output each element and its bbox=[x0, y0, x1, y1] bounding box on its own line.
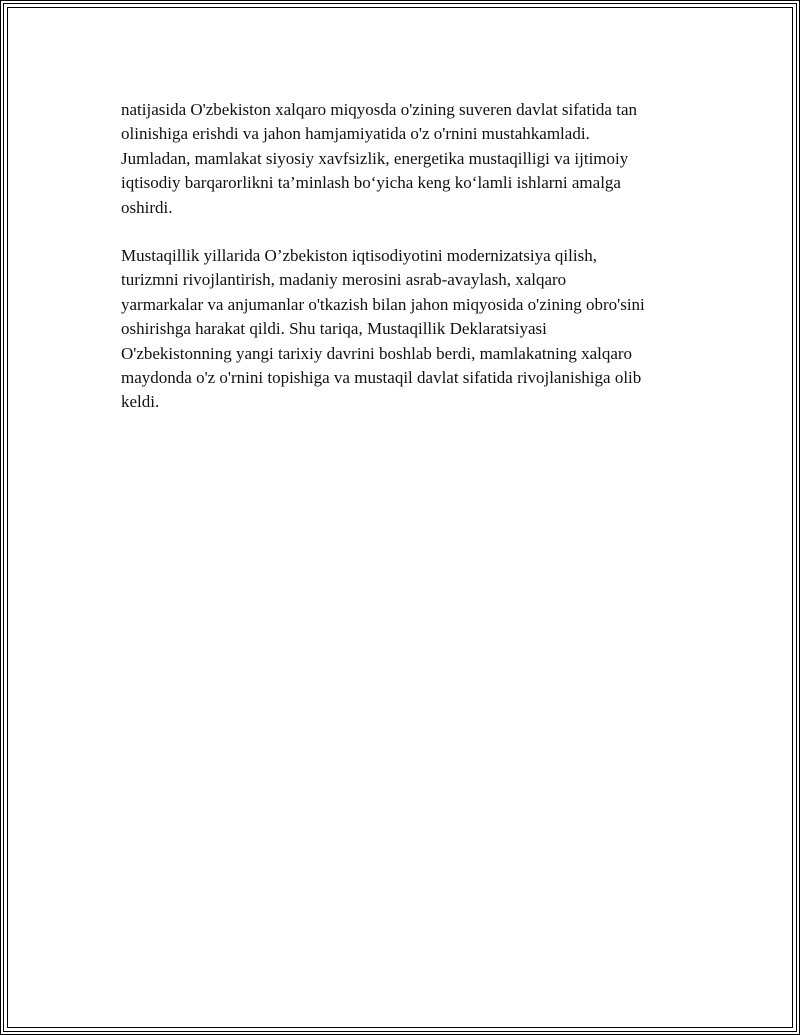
paragraph-2: Mustaqillik yillarida O’zbekiston iqtisodiyotini modernizatsiya qilish, turizmni rivojlantirish, madaniy merosini asrab-avaylash, xalqaro yarmarkalar va anjumanlar o'tkazish bilan jahon miqyosida o'zining obro'sini oshirishga harakat qildi. Shu tariqa, Mustaqillik Deklaratsiyasi O'zbekistonning yangi tarixiy davrini boshlab berdi, mamlakatning xalqaro maydonda o'z o'rnini topishiga va mustaqil davlat sifatida rivojlanishiga olib keldi. bbox=[121, 246, 645, 412]
document-body bbox=[121, 98, 701, 439]
paragraph-1: natijasida O'zbekiston xalqaro miqyosda o'zining suveren davlat sifatida tan olinishiga erishdi va jahon hamjamiyatida o'z o'rnini mustahkamladi. Jumladan, mamlakat siyosiy xavfsizlik, energetika mustaqilligi va ijtimoiy iqtisodiy barqarorlikni ta’minlash bo‘yicha keng ko‘lamli ishlarni amalga oshirdi. bbox=[121, 100, 637, 217]
